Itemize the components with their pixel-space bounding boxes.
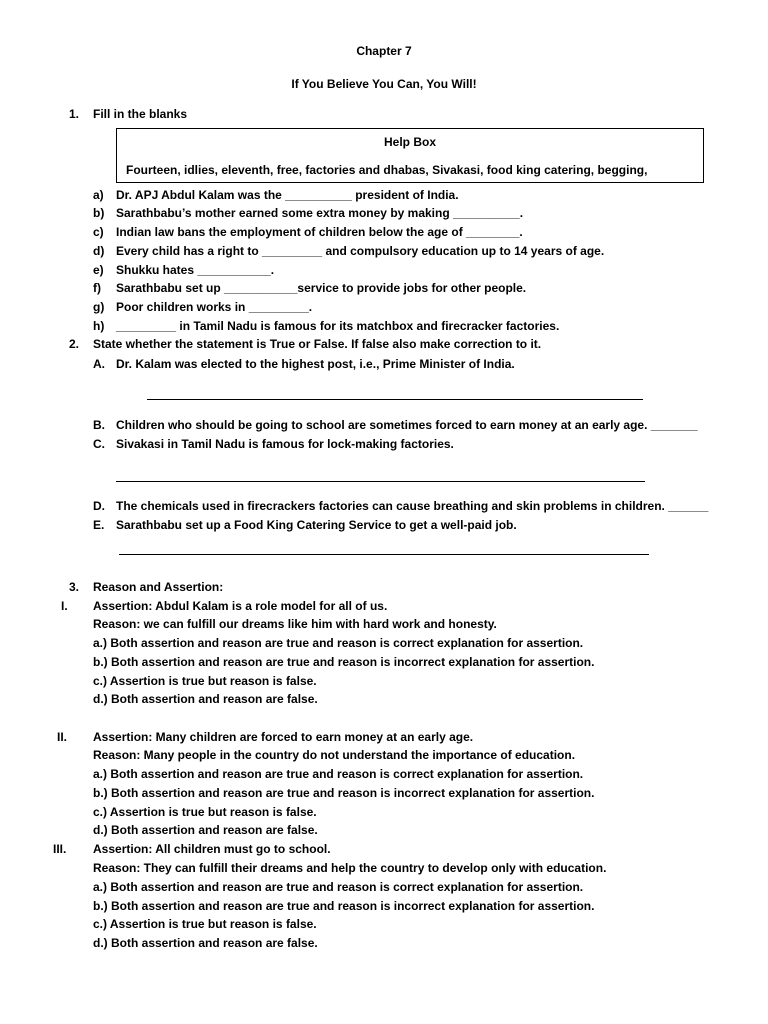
help-box-words: Fourteen, idlies, eleventh, free, factories and dhabas, Sivakasi, food king catering, begging, [126,163,648,177]
fill-blank-item: Dr. APJ Abdul Kalam was the __________ president of India. [116,188,459,202]
true-false-item: Sivakasi in Tamil Nadu is famous for lock-making factories. [116,437,454,451]
item-label: I. [61,599,68,613]
item-label: e) [93,263,104,277]
true-false-item: Children who should be going to school are sometimes forced to earn money at an early age. _______ [116,418,698,432]
option-c[interactable]: c.) Assertion is true but reason is false. [93,917,317,931]
option-a[interactable]: a.) Both assertion and reason are true and reason is correct explanation for assertion. [93,880,584,894]
answer-line[interactable] [119,554,649,555]
item-label: g) [93,300,105,314]
reason-text: Reason: They can fulfill their dreams and help the country to develop only with education. [93,861,607,875]
item-label: D. [93,499,105,513]
option-c[interactable]: c.) Assertion is true but reason is false. [93,805,317,819]
option-b[interactable]: b.) Both assertion and reason are true and reason is incorrect explanation for assertion. [93,899,595,913]
assertion-text: Assertion: All children must go to school. [93,842,331,856]
item-label: II. [57,730,68,744]
item-label: III. [53,842,67,856]
fill-blank-item: Sarathbabu set up ___________service to provide jobs for other people. [116,281,527,295]
answer-line[interactable] [116,481,645,482]
question-number: 3. [69,580,80,594]
chapter-number: Chapter 7 [356,44,412,58]
question-heading: Reason and Assertion: [93,580,224,594]
item-label: B. [93,418,105,432]
question-heading: State whether the statement is True or False. If false also make correction to it. [93,337,542,351]
question-number: 2. [69,337,80,351]
item-label: c) [93,225,104,239]
option-b[interactable]: b.) Both assertion and reason are true and reason is incorrect explanation for assertion. [93,655,595,669]
item-label: E. [93,518,105,532]
item-label: a) [93,188,104,202]
item-label: h) [93,319,105,333]
option-d[interactable]: d.) Both assertion and reason are false. [93,823,318,837]
reason-text: Reason: Many people in the country do not understand the importance of education. [93,748,576,762]
true-false-item: Dr. Kalam was elected to the highest post, i.e., Prime Minister of India. [116,357,515,371]
reason-text: Reason: we can fulfill our dreams like him with hard work and honesty. [93,617,497,631]
chapter-title: If You Believe You Can, You Will! [291,77,477,91]
answer-line[interactable] [147,399,643,400]
question-heading: Fill in the blanks [93,107,188,121]
fill-blank-item: _________ in Tamil Nadu is famous for its matchbox and firecracker factories. [116,319,560,333]
option-b[interactable]: b.) Both assertion and reason are true and reason is incorrect explanation for assertion. [93,786,595,800]
item-label: d) [93,244,105,258]
question-number: 1. [69,107,80,121]
option-a[interactable]: a.) Both assertion and reason are true and reason is correct explanation for assertion. [93,767,584,781]
assertion-text: Assertion: Abdul Kalam is a role model for all of us. [93,599,388,613]
true-false-item: Sarathbabu set up a Food King Catering Service to get a well-paid job. [116,518,517,532]
option-a[interactable]: a.) Both assertion and reason are true and reason is correct explanation for assertion. [93,636,584,650]
option-d[interactable]: d.) Both assertion and reason are false. [93,936,318,950]
item-label: b) [93,206,105,220]
assertion-text: Assertion: Many children are forced to earn money at an early age. [93,730,474,744]
help-box-title: Help Box [383,135,436,149]
fill-blank-item: Poor children works in _________. [116,300,313,314]
item-label: C. [93,437,105,451]
help-box [116,128,704,183]
true-false-item: The chemicals used in firecrackers factories can cause breathing and skin problems in children. ______ [116,499,709,513]
option-d[interactable]: d.) Both assertion and reason are false. [93,692,318,706]
fill-blank-item: Every child has a right to _________ and compulsory education up to 14 years of age. [116,244,605,258]
fill-blank-item: Sarathbabu’s mother earned some extra money by making __________. [116,206,524,220]
fill-blank-item: Shukku hates ___________. [116,263,275,277]
fill-blank-item: Indian law bans the employment of children below the age of ________. [116,225,523,239]
option-c[interactable]: c.) Assertion is true but reason is false. [93,674,317,688]
item-label: A. [93,357,105,371]
item-label: f) [93,281,101,295]
